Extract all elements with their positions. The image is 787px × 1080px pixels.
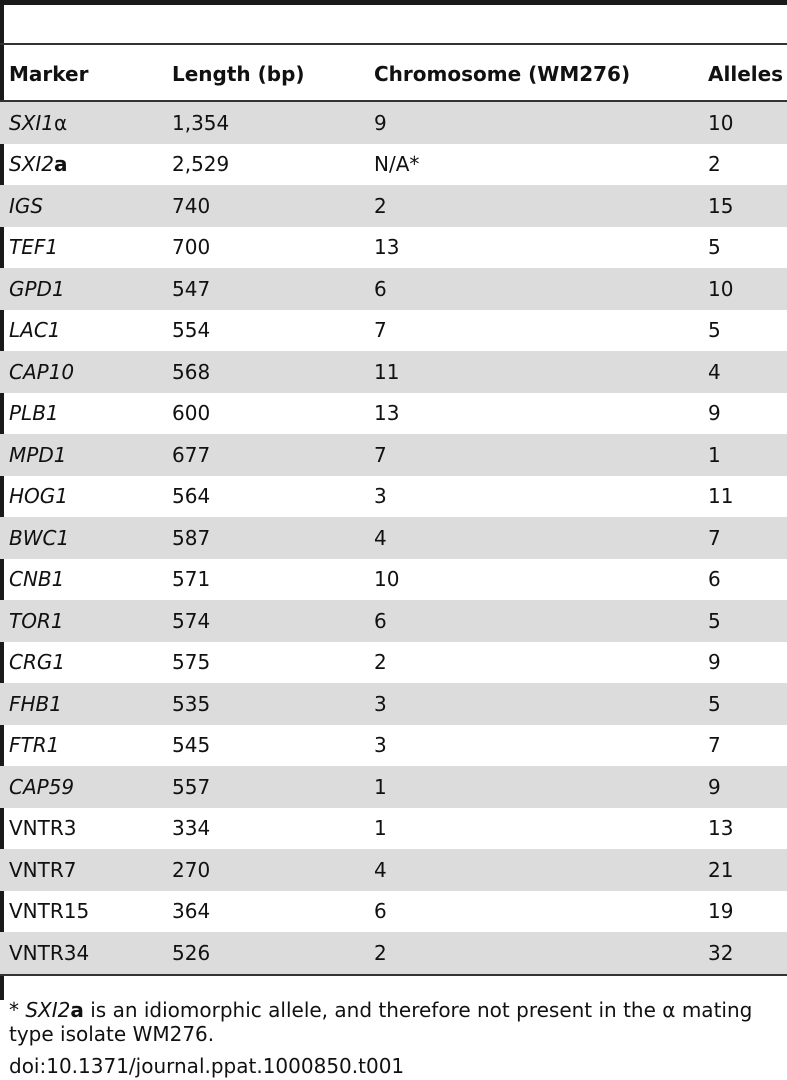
marker-name: PLB1 (9, 401, 59, 426)
cell-marker (0, 642, 172, 684)
footnote-star: * (9, 998, 26, 1022)
marker-name: LAC1 (9, 318, 61, 343)
table-row (0, 185, 787, 227)
cell-alleles: 2 (708, 152, 721, 177)
table-body (0, 101, 787, 975)
cell-marker (0, 725, 172, 767)
footnote-text-1: is an idiomorphic allele, and therefore not present in the (83, 998, 663, 1022)
header-marker: Marker (0, 48, 172, 101)
cell-chromosome: 13 (374, 235, 400, 260)
table-row (0, 642, 787, 684)
doi-text: doi:10.1371/journal.ppat.1000850.t001 (9, 1054, 405, 1078)
cell-alleles: 19 (708, 899, 734, 924)
cell-length: 575 (172, 650, 211, 675)
cell-chromosome: 3 (374, 733, 387, 758)
marker-name: SXI1 (9, 110, 55, 135)
cell-alleles: 7 (708, 733, 721, 758)
cell-length: 600 (172, 401, 211, 426)
cell-marker (0, 393, 172, 435)
cell-marker (0, 351, 172, 393)
cell-alleles: 32 (708, 932, 787, 975)
footnote-gene-suffix: a (70, 998, 84, 1022)
header-length: Length (bp) (172, 48, 374, 101)
cell-marker (0, 227, 172, 269)
marker-name: MPD1 (9, 442, 67, 467)
marker-name: BWC1 (9, 525, 70, 550)
marker-name: CAP10 (9, 359, 75, 384)
cell-alleles: 11 (708, 484, 734, 509)
marker-name: CNB1 (9, 567, 65, 592)
marker-name: CRG1 (9, 650, 66, 675)
table-footnote (9, 998, 784, 1046)
table-row (0, 310, 787, 352)
cell-alleles: 1 (708, 434, 787, 476)
cell-alleles: 9 (708, 401, 721, 426)
table-row (0, 393, 787, 435)
table-row (0, 268, 787, 310)
cell-alleles: 9 (708, 650, 721, 675)
cell-alleles: 4 (708, 351, 787, 393)
cell-length: 547 (172, 268, 374, 310)
cell-chromosome: 2 (374, 650, 387, 675)
cell-alleles: 5 (708, 683, 787, 725)
table-row (0, 849, 787, 891)
marker-name: HOG1 (9, 484, 69, 509)
cell-length: 526 (172, 932, 374, 975)
cell-length: 587 (172, 517, 374, 559)
cell-length: 364 (172, 899, 211, 924)
cell-chromosome: 4 (374, 849, 708, 891)
marker-name: FTR1 (9, 733, 60, 758)
top-border (0, 0, 787, 5)
cell-marker (0, 434, 172, 476)
cell-length: 2,529 (172, 152, 230, 177)
cell-marker (0, 891, 172, 933)
cell-length: 700 (172, 235, 211, 260)
marker-name: VNTR3 (9, 816, 77, 841)
cell-alleles: 10 (708, 101, 787, 144)
cell-marker (0, 144, 172, 186)
table-row (0, 932, 787, 975)
table-row (0, 476, 787, 518)
cell-length: 535 (172, 683, 374, 725)
cell-alleles: 9 (708, 766, 787, 808)
table-row (0, 144, 787, 186)
table-row (0, 101, 787, 144)
table-row (0, 227, 787, 269)
cell-chromosome: 6 (374, 600, 708, 642)
table-row (0, 559, 787, 601)
cell-alleles: 5 (708, 600, 787, 642)
cell-chromosome: 2 (374, 932, 708, 975)
cell-length: 554 (172, 318, 211, 343)
table-header-row (0, 48, 787, 101)
header-alleles: Alleles (708, 48, 787, 101)
cell-length: 574 (172, 600, 374, 642)
cell-marker (0, 808, 172, 850)
cell-length: 677 (172, 434, 374, 476)
cell-marker (0, 600, 172, 642)
cell-chromosome: 7 (374, 434, 708, 476)
footnote-alpha: α (662, 998, 676, 1022)
cell-chromosome: 4 (374, 517, 708, 559)
cell-alleles: 5 (708, 318, 721, 343)
cell-alleles: 15 (708, 185, 787, 227)
marker-name: GPD1 (9, 276, 65, 301)
table-row (0, 683, 787, 725)
table-row (0, 766, 787, 808)
cell-chromosome: N/A* (374, 152, 420, 177)
marker-name: TOR1 (9, 608, 64, 633)
footnote-gene: SXI2 (25, 998, 71, 1022)
cell-marker (0, 185, 172, 227)
cell-length: 557 (172, 766, 374, 808)
cell-chromosome: 6 (374, 899, 387, 924)
cell-alleles: 21 (708, 849, 787, 891)
cell-chromosome: 9 (374, 101, 708, 144)
header-chromosome: Chromosome (WM276) (374, 48, 708, 101)
marker-name: TEF1 (9, 235, 59, 260)
table-row (0, 808, 787, 850)
cell-marker (0, 101, 172, 144)
cell-marker (0, 268, 172, 310)
cell-length: 740 (172, 185, 374, 227)
cell-length: 334 (172, 816, 211, 841)
table-row (0, 600, 787, 642)
marker-name: CAP59 (9, 774, 75, 799)
marker-name: FHB1 (9, 691, 62, 716)
cell-alleles: 10 (708, 268, 787, 310)
cell-length: 545 (172, 733, 211, 758)
cell-marker (0, 310, 172, 352)
cell-alleles: 6 (708, 567, 721, 592)
cell-chromosome: 13 (374, 401, 400, 426)
marker-suffix: α (54, 110, 68, 135)
marker-name: IGS (9, 193, 44, 218)
cell-chromosome: 7 (374, 318, 387, 343)
cell-chromosome: 1 (374, 766, 708, 808)
cell-marker (0, 932, 172, 975)
cell-alleles: 13 (708, 816, 734, 841)
cell-alleles: 7 (708, 517, 787, 559)
cell-marker (0, 559, 172, 601)
cell-marker (0, 849, 172, 891)
cell-length: 270 (172, 849, 374, 891)
cell-length: 568 (172, 351, 374, 393)
cell-marker (0, 476, 172, 518)
cell-chromosome: 1 (374, 816, 387, 841)
cell-marker (0, 517, 172, 559)
cell-chromosome: 10 (374, 567, 400, 592)
cell-chromosome: 2 (374, 185, 708, 227)
marker-table (0, 48, 787, 976)
marker-name: VNTR15 (9, 899, 90, 924)
marker-suffix: a (54, 152, 68, 177)
cell-chromosome: 3 (374, 484, 387, 509)
cell-marker (0, 766, 172, 808)
marker-name: VNTR34 (9, 940, 90, 965)
cell-marker (0, 683, 172, 725)
cell-chromosome: 11 (374, 351, 708, 393)
table-top-rule (0, 43, 787, 45)
footnote-text-2: mating type isolate WM276. (9, 998, 753, 1046)
cell-chromosome: 6 (374, 268, 708, 310)
marker-name: VNTR7 (9, 857, 77, 882)
cell-chromosome: 3 (374, 683, 708, 725)
table-row (0, 351, 787, 393)
marker-name: SXI2 (9, 152, 55, 177)
table-row (0, 434, 787, 476)
cell-length: 571 (172, 567, 211, 592)
table-row (0, 517, 787, 559)
cell-alleles: 5 (708, 235, 721, 260)
cell-length: 1,354 (172, 101, 374, 144)
cell-length: 564 (172, 484, 211, 509)
table-row (0, 891, 787, 933)
table-row (0, 725, 787, 767)
